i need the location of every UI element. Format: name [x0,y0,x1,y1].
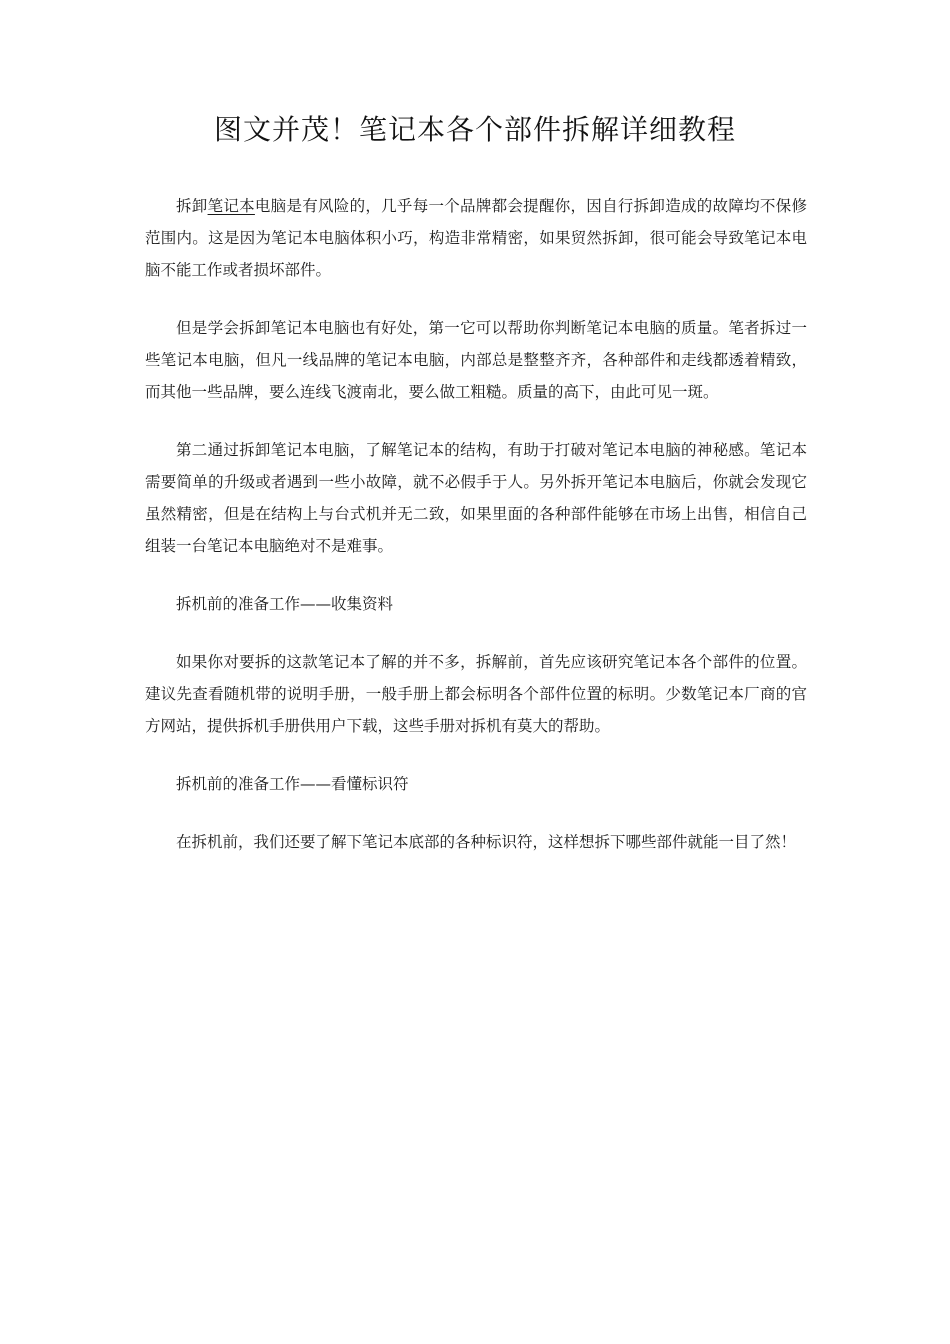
document-body [145,190,807,884]
section-heading-collect-info: 拆机前的准备工作——收集资料 [176,595,394,613]
paragraph-intro [145,190,807,286]
paragraph-collect-info: 如果你对要拆的这款笔记本了解的并不多，拆解前，首先应该研究笔记本各个部件的位置。建议先查看随机带的说明手册，一般手册上都会标明各个部件位置的标明。少数笔记本厂商的官方网站，提供拆机手册供用户下载，这些手册对拆机有莫大的帮助。 [145,653,807,735]
document-title: 图文并茂！笔记本各个部件拆解详细教程 [213,113,736,146]
section-heading-identifiers: 拆机前的准备工作——看懂标识符 [176,775,409,793]
paragraph-benefit-structure: 第二通过拆卸笔记本电脑，了解笔记本的结构，有助于打破对笔记本电脑的神秘感。笔记本需要简单的升级或者遇到一些小故障，就不必假手于人。另外拆开笔记本电脑后，你就会发现它虽然精密，但是在结构上与台式机并无二致，如果里面的各种部件能够在市场上出售，相信自己组装一台笔记本电脑绝对不是难事。 [145,441,807,555]
paragraph-intro-lead: 拆卸 [176,197,208,215]
paragraph-intro-rest: 电脑是有风险的，几乎每一个品牌都会提醒你，因自行拆卸造成的故障均不保修范围内。这是因为笔记本电脑体积小巧，构造非常精密，如果贸然拆卸，很可能会导致笔记本电脑不能工作或者损坏部件。 [145,197,807,279]
paragraph-benefit-quality: 但是学会拆卸笔记本电脑也有好处，第一它可以帮助你判断笔记本电脑的质量。笔者拆过一些笔记本电脑，但凡一线品牌的笔记本电脑，内部总是整整齐齐，各种部件和走线都透着精致，而其他一些品牌，要么连线飞渡南北，要么做工粗糙。质量的高下，由此可见一斑。 [145,319,807,401]
paragraph-identifiers: 在拆机前，我们还要了解下笔记本底部的各种标识符，这样想拆下哪些部件就能一目了然！ [176,833,797,851]
laptop-link[interactable]: 笔记本 [207,197,255,215]
